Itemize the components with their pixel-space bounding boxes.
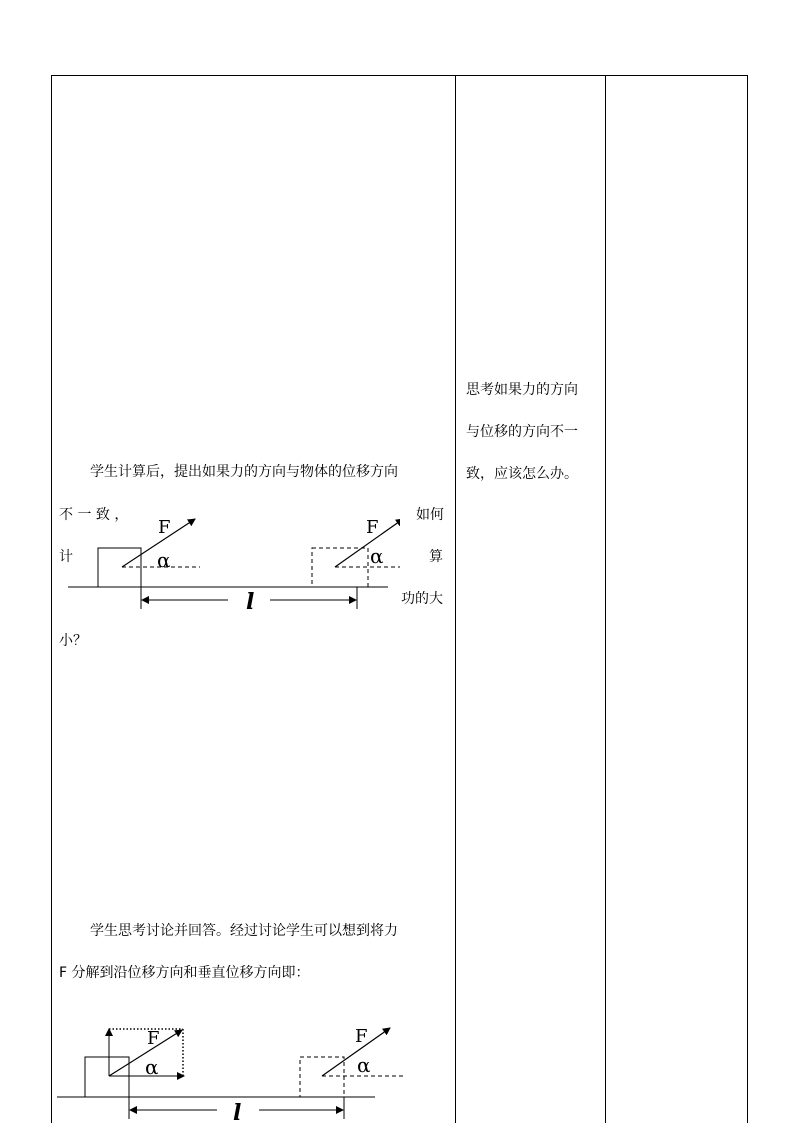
force-label-left: F	[158, 517, 171, 538]
block-initial	[85, 1057, 129, 1097]
student-activity-line2: 与位移的方向不一	[466, 424, 578, 440]
displacement-label: l	[246, 589, 255, 615]
para1-right-1: 如何	[416, 507, 444, 523]
angle-label-right: α	[357, 1053, 371, 1077]
para1-right-3: 功的大	[401, 591, 443, 607]
para1-line1: 学生计算后，提出如果力的方向与物体的位移方向	[90, 464, 398, 480]
para2-line1: 学生思考讨论并回答。经过讨论学生可以想到将力	[90, 923, 398, 939]
table-divider-2	[605, 75, 606, 1123]
table-top-border	[51, 75, 748, 76]
para1-line2-start: 不 一 致 ，	[59, 507, 129, 523]
student-activity-line1: 思考如果力的方向	[466, 382, 578, 398]
block-initial	[98, 548, 141, 587]
force-decomposition-diagram-2	[55, 1022, 415, 1123]
para2-line2: F 分解到沿位移方向和垂直位移方向即：	[59, 965, 310, 981]
table-right-border	[747, 75, 748, 1123]
para1-left-2: 计	[59, 549, 73, 565]
block-final	[300, 1057, 344, 1097]
force-label-right: F	[355, 1026, 368, 1047]
student-activity-line3: 致，应该怎么办。	[466, 466, 578, 482]
force-displacement-diagram-1	[60, 505, 400, 615]
para1-end: 小？	[59, 633, 87, 649]
table-divider-1	[455, 75, 456, 1123]
para1-right-2: 算	[429, 549, 443, 565]
angle-label-left: α	[157, 548, 171, 572]
angle-label-right: α	[370, 544, 384, 568]
displacement-label: l	[233, 1100, 242, 1123]
angle-label-left: α	[145, 1055, 159, 1079]
force-label-right: F	[366, 517, 379, 538]
force-label-left: F	[147, 1028, 160, 1049]
table-left-border	[51, 75, 52, 1123]
